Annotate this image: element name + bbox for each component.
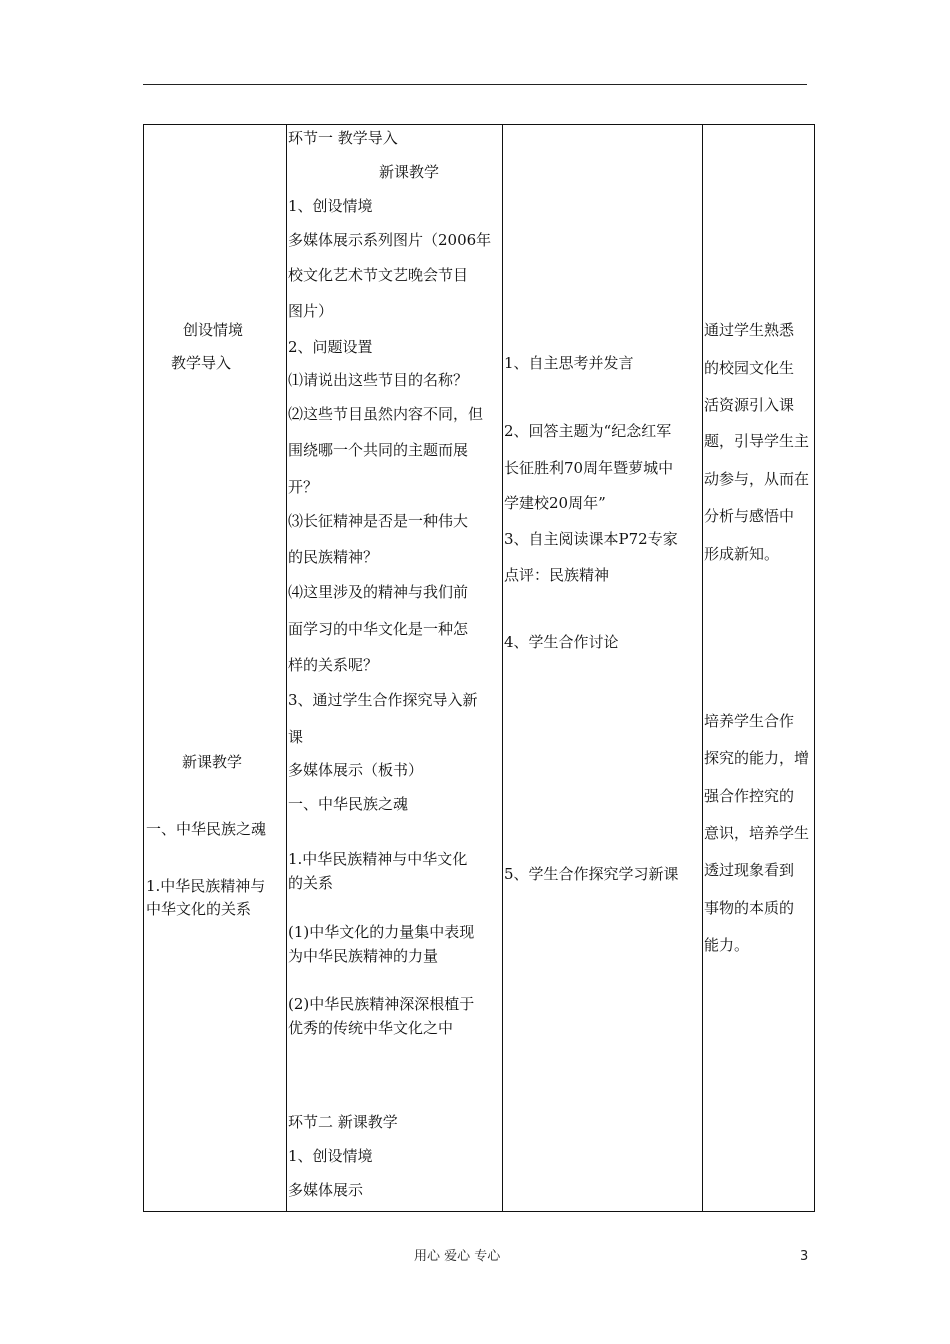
text-line: 事物的本质的 <box>704 899 795 917</box>
text-line: 4、学生合作讨论 <box>504 633 619 651</box>
text-line: 优秀的传统中华文化之中 <box>288 1019 454 1037</box>
section-heading: 环节一 教学导入 <box>288 129 398 147</box>
text-line: 多媒体展示系列图片（2006年 <box>288 231 492 249</box>
text-line: 2、回答主题为“纪念红军 <box>504 422 672 440</box>
stage-label: 教学导入 <box>171 354 232 372</box>
section-heading: 新课教学 <box>379 163 440 181</box>
text-line: 多媒体展示 <box>288 1181 364 1199</box>
text-line: 通过学生熟悉 <box>704 321 795 339</box>
text-line: 点评：民族精神 <box>504 566 610 584</box>
text-line: ⑴请说出这些节目的名称？ <box>288 371 469 389</box>
text-line: 强合作控究的 <box>704 787 795 805</box>
text-line: 的关系 <box>288 874 334 892</box>
text-line: 的校园文化生 <box>704 359 795 377</box>
text-line: 校文化艺术节文艺晚会节目 <box>288 266 469 284</box>
stage-label: 1.中华民族精神与 <box>146 877 266 895</box>
footer-motto: 用心 爱心 专心 <box>414 1249 501 1264</box>
text-line: (1)中华文化的力量集中表现 <box>288 923 475 941</box>
text-line: 1、创设情境 <box>288 1147 373 1165</box>
text-line: 围绕哪一个共同的主题而展 <box>288 441 469 459</box>
text-line: 题，引导学生主 <box>704 432 810 450</box>
column-divider-3 <box>702 125 703 1211</box>
stage-label: 创设情境 <box>183 321 244 339</box>
stage-label: 新课教学 <box>182 753 243 771</box>
page-number: 3 <box>800 1249 809 1264</box>
lesson-plan-table <box>143 124 815 1212</box>
text-line: 分析与感悟中 <box>704 507 795 525</box>
column-divider-1 <box>286 125 287 1211</box>
header-rule <box>143 84 807 85</box>
stage-label: 中华文化的关系 <box>146 900 252 918</box>
text-line: (2)中华民族精神深深根植于 <box>288 995 475 1013</box>
text-line: 培养学生合作 <box>704 712 795 730</box>
text-line: 2、问题设置 <box>288 338 373 356</box>
column-divider-2 <box>502 125 503 1211</box>
text-line: 图片） <box>288 302 334 320</box>
text-line: 学建校20周年” <box>504 494 606 512</box>
text-line: 活资源引入课 <box>704 396 795 414</box>
text-line: 意识，培养学生 <box>704 824 810 842</box>
text-line: 透过现象看到 <box>704 861 795 879</box>
stage-label: 一、中华民族之魂 <box>146 820 267 838</box>
text-line: 课 <box>288 728 304 746</box>
text-line: 长征胜利70周年暨萝城中 <box>504 459 674 477</box>
text-line: 多媒体展示（板书） <box>288 761 424 779</box>
text-line: 为中华民族精神的力量 <box>288 947 439 965</box>
text-line: ⑵这些节目虽然内容不同，但 <box>288 405 484 423</box>
text-line: ⑷这里涉及的精神与我们前 <box>288 583 469 601</box>
text-line: 1、创设情境 <box>288 197 373 215</box>
text-line: 开？ <box>288 478 319 496</box>
text-line: 3、自主阅读课本P72专家 <box>504 530 678 548</box>
text-line: 样的关系呢？ <box>288 656 379 674</box>
text-line: 能力。 <box>704 936 750 954</box>
text-line: 1、自主思考并发言 <box>504 354 634 372</box>
text-line: 面学习的中华文化是一种怎 <box>288 620 469 638</box>
text-line: 5、学生合作探究学习新课 <box>504 865 679 883</box>
text-line: 3、通过学生合作探究导入新 <box>288 691 478 709</box>
text-line: 形成新知。 <box>704 545 780 563</box>
section-heading: 环节二 新课教学 <box>288 1113 398 1131</box>
text-line: 1.中华民族精神与中华文化 <box>288 850 468 868</box>
text-line: 的民族精神？ <box>288 548 379 566</box>
text-line: 一、中华民族之魂 <box>288 795 409 813</box>
text-line: 动参与，从而在 <box>704 470 810 488</box>
text-line: ⑶长征精神是否是一种伟大 <box>288 512 469 530</box>
text-line: 探究的能力，增 <box>704 749 810 767</box>
